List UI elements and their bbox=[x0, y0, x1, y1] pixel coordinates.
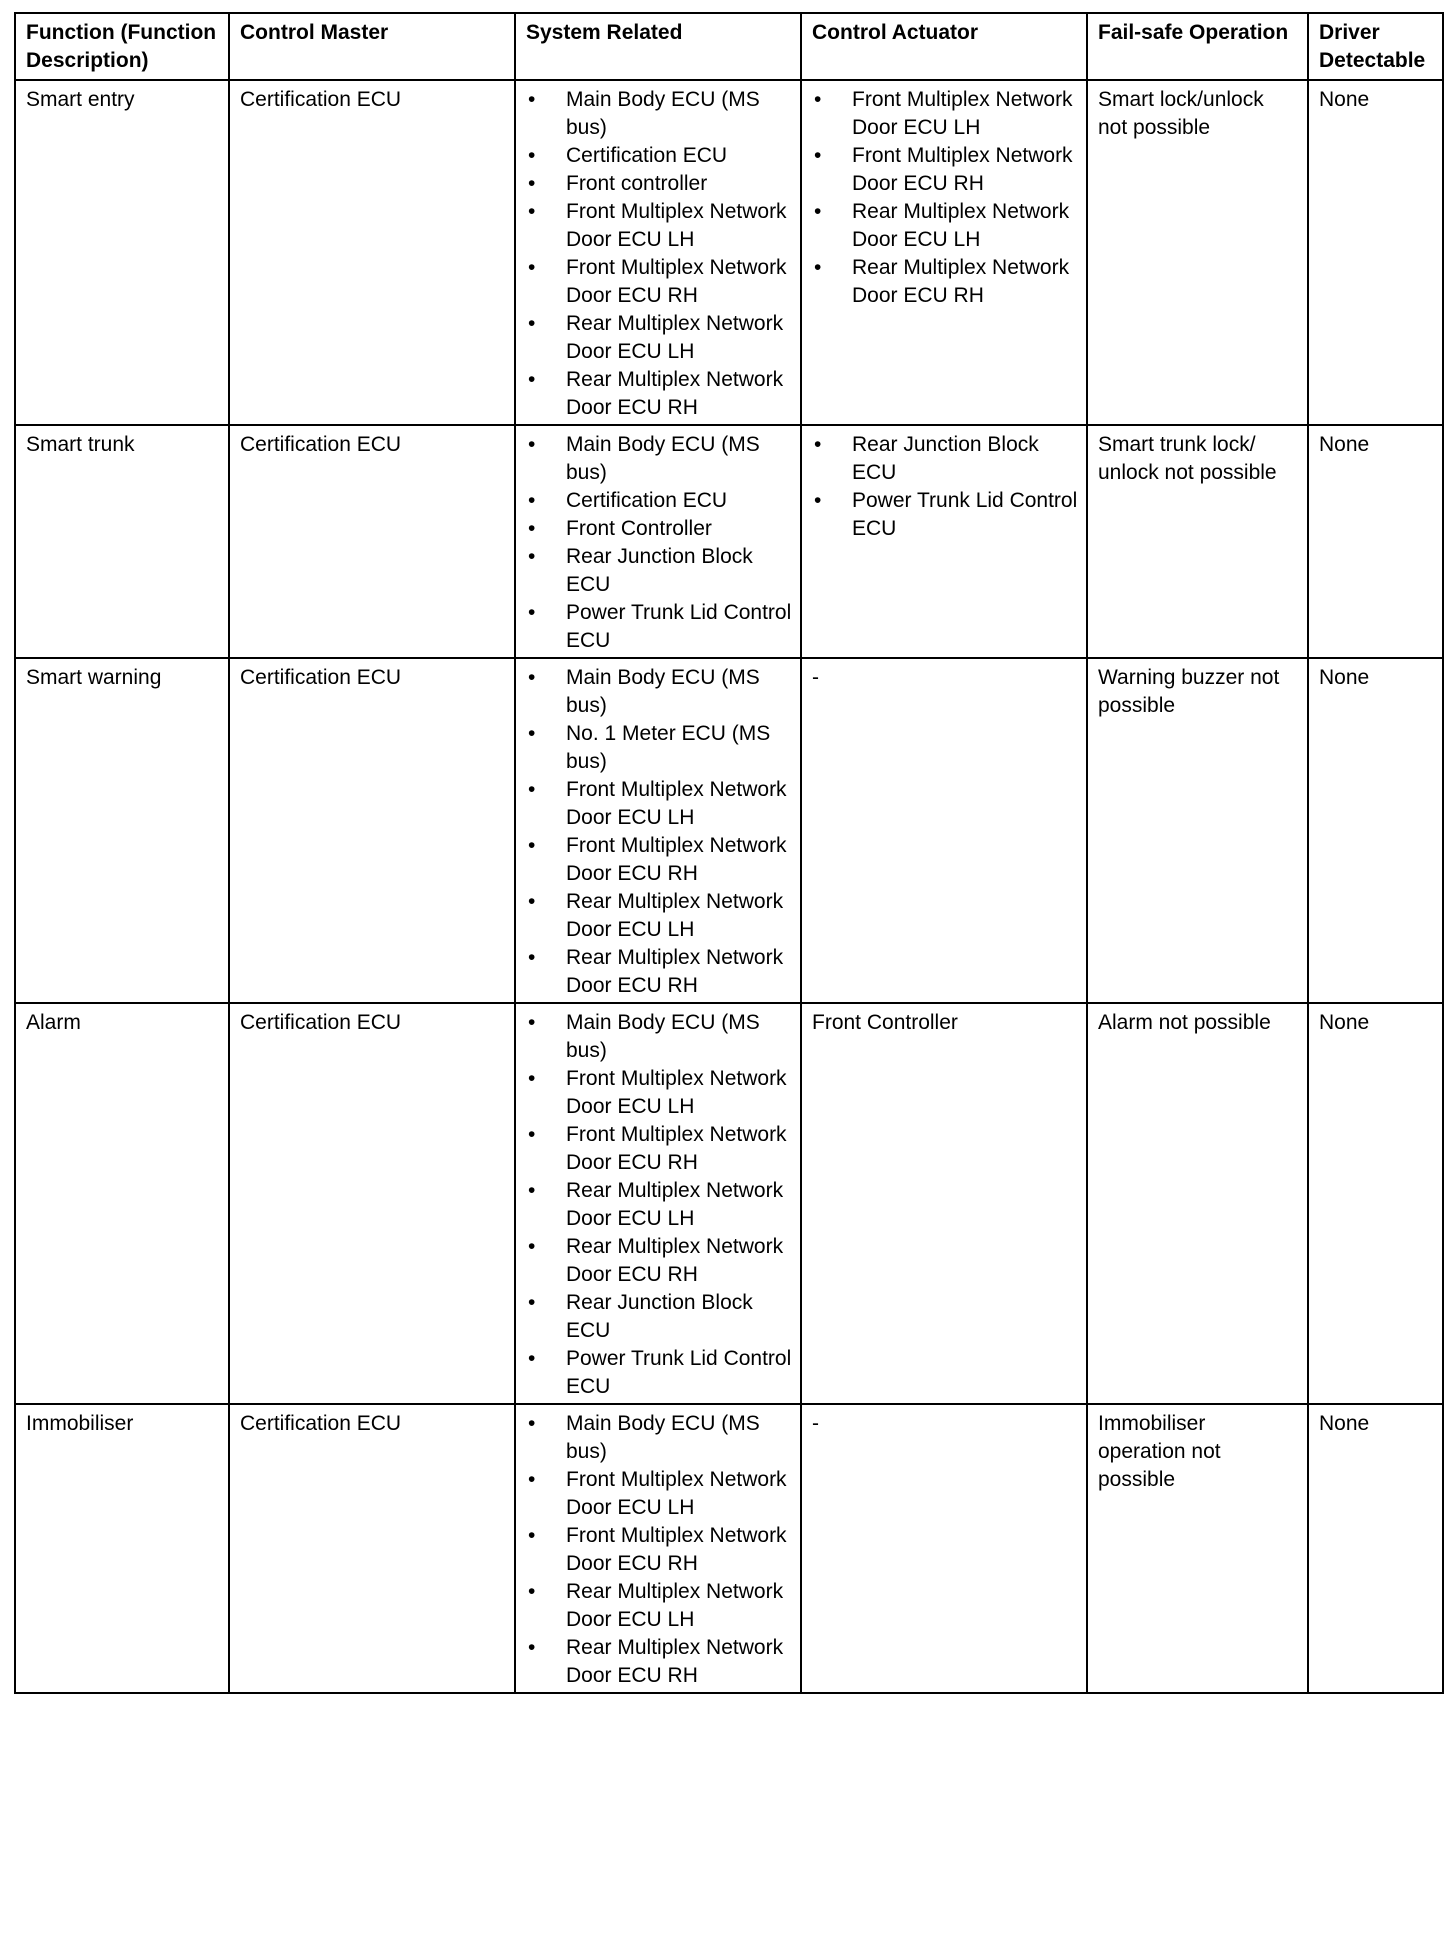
list-item: • Rear Multiplex Network Door ECU RH bbox=[526, 1634, 794, 1690]
cell-function: Immobiliser bbox=[15, 1404, 229, 1693]
list-item: • Certification ECU bbox=[526, 142, 794, 170]
table-row bbox=[15, 1404, 1443, 1693]
cell-driver-detectable: None bbox=[1308, 1003, 1443, 1404]
list-item: • Front Multiplex Network Door ECU RH bbox=[526, 254, 794, 310]
list-item: • Front Multiplex Network Door ECU LH bbox=[526, 198, 794, 254]
table-body bbox=[15, 80, 1443, 1693]
header-system-related: System Related bbox=[515, 13, 801, 80]
cell-control-actuator bbox=[801, 80, 1087, 425]
cell-driver-detectable: None bbox=[1308, 1404, 1443, 1693]
list-item: • No. 1 Meter ECU (MS bus) bbox=[526, 720, 794, 776]
list-item: • Rear Multiplex Network Door ECU RH bbox=[526, 1233, 794, 1289]
list-item: • Rear Multiplex Network Door ECU LH bbox=[526, 310, 794, 366]
cell-driver-detectable: None bbox=[1308, 425, 1443, 658]
list-item: • Front Multiplex Network Door ECU LH bbox=[812, 86, 1080, 142]
list-item: • Rear Multiplex Network Door ECU RH bbox=[526, 944, 794, 1000]
cell-control-actuator-list bbox=[812, 86, 1080, 310]
cell-control-actuator: - bbox=[801, 658, 1087, 1003]
list-item: • Certification ECU bbox=[526, 487, 794, 515]
list-item: • Rear Multiplex Network Door ECU LH bbox=[526, 1177, 794, 1233]
list-item: • Main Body ECU (MS bus) bbox=[526, 664, 794, 720]
cell-failsafe-operation: Smart trunk lock/ unlock not possible bbox=[1087, 425, 1308, 658]
list-item: • Front Multiplex Network Door ECU LH bbox=[526, 776, 794, 832]
cell-function: Smart trunk bbox=[15, 425, 229, 658]
cell-failsafe-operation: Alarm not possible bbox=[1087, 1003, 1308, 1404]
header-control-master: Control Master bbox=[229, 13, 515, 80]
cell-system-related-list bbox=[526, 1410, 794, 1690]
header-failsafe-operation: Fail-safe Operation bbox=[1087, 13, 1308, 80]
list-item: • Front Multiplex Network Door ECU LH bbox=[526, 1466, 794, 1522]
list-item: • Front Multiplex Network Door ECU RH bbox=[526, 1522, 794, 1578]
list-item: • Rear Multiplex Network Door ECU RH bbox=[812, 254, 1080, 310]
list-item: • Front Multiplex Network Door ECU RH bbox=[526, 1121, 794, 1177]
cell-control-master: Certification ECU bbox=[229, 658, 515, 1003]
cell-driver-detectable: None bbox=[1308, 80, 1443, 425]
cell-control-master: Certification ECU bbox=[229, 80, 515, 425]
list-item: • Rear Multiplex Network Door ECU LH bbox=[526, 1578, 794, 1634]
cell-failsafe-operation: Warning buzzer not possible bbox=[1087, 658, 1308, 1003]
cell-system-related bbox=[515, 1404, 801, 1693]
table-row bbox=[15, 658, 1443, 1003]
list-item: • Front Multiplex Network Door ECU RH bbox=[812, 142, 1080, 198]
table-row bbox=[15, 1003, 1443, 1404]
cell-control-actuator bbox=[801, 425, 1087, 658]
cell-function: Smart entry bbox=[15, 80, 229, 425]
cell-failsafe-operation: Smart lock/unlock not possible bbox=[1087, 80, 1308, 425]
list-item: • Power Trunk Lid Control ECU bbox=[526, 599, 794, 655]
list-item: • Front Multiplex Network Door ECU RH bbox=[526, 832, 794, 888]
cell-control-master: Certification ECU bbox=[229, 425, 515, 658]
cell-system-related bbox=[515, 425, 801, 658]
list-item: • Rear Multiplex Network Door ECU LH bbox=[812, 198, 1080, 254]
cell-failsafe-operation: Immobiliser operation not possible bbox=[1087, 1404, 1308, 1693]
list-item: • Rear Junction Block ECU bbox=[526, 1289, 794, 1345]
function-spec-table bbox=[14, 12, 1444, 1694]
list-item: • Rear Multiplex Network Door ECU RH bbox=[526, 366, 794, 422]
cell-system-related-list bbox=[526, 1009, 794, 1401]
header-control-actuator: Control Actuator bbox=[801, 13, 1087, 80]
table-row bbox=[15, 80, 1443, 425]
cell-system-related-list bbox=[526, 86, 794, 422]
header-row bbox=[15, 13, 1443, 80]
list-item: • Front controller bbox=[526, 170, 794, 198]
list-item: • Rear Multiplex Network Door ECU LH bbox=[526, 888, 794, 944]
list-item: • Rear Junction Block ECU bbox=[812, 431, 1080, 487]
cell-control-actuator: Front Controller bbox=[801, 1003, 1087, 1404]
cell-driver-detectable: None bbox=[1308, 658, 1443, 1003]
cell-system-related-list bbox=[526, 664, 794, 1000]
table-row bbox=[15, 425, 1443, 658]
list-item: • Main Body ECU (MS bus) bbox=[526, 1009, 794, 1065]
cell-function: Smart warning bbox=[15, 658, 229, 1003]
cell-control-actuator-list bbox=[812, 431, 1080, 543]
cell-function: Alarm bbox=[15, 1003, 229, 1404]
header-driver-detectable: Driver Detectable bbox=[1308, 13, 1443, 80]
list-item: • Power Trunk Lid Control ECU bbox=[812, 487, 1080, 543]
list-item: • Main Body ECU (MS bus) bbox=[526, 431, 794, 487]
list-item: • Front Controller bbox=[526, 515, 794, 543]
cell-control-actuator: - bbox=[801, 1404, 1087, 1693]
cell-system-related-list bbox=[526, 431, 794, 655]
list-item: • Main Body ECU (MS bus) bbox=[526, 1410, 794, 1466]
cell-system-related bbox=[515, 1003, 801, 1404]
header-function: Function (Function Description) bbox=[15, 13, 229, 80]
cell-control-master: Certification ECU bbox=[229, 1404, 515, 1693]
list-item: • Rear Junction Block ECU bbox=[526, 543, 794, 599]
list-item: • Main Body ECU (MS bus) bbox=[526, 86, 794, 142]
list-item: • Front Multiplex Network Door ECU LH bbox=[526, 1065, 794, 1121]
cell-control-master: Certification ECU bbox=[229, 1003, 515, 1404]
cell-system-related bbox=[515, 80, 801, 425]
list-item: • Power Trunk Lid Control ECU bbox=[526, 1345, 794, 1401]
cell-system-related bbox=[515, 658, 801, 1003]
